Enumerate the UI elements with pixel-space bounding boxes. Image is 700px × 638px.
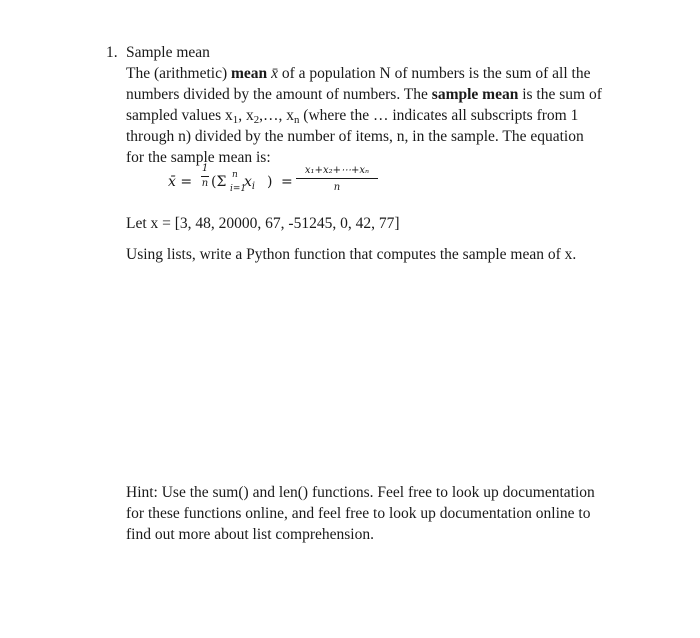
fraction-2-numerator: x₁+x₂+⋯+xₙ (304, 165, 370, 176)
bold-term-sample-mean: sample mean (431, 86, 519, 103)
hint-line-2: for these functions online, and feel free to look up documentation online to (126, 505, 591, 522)
definition-line-2 (126, 84, 646, 105)
subscript: n (293, 114, 300, 126)
fraction-1-numerator: 1 (201, 163, 209, 174)
equation-lhs: x̄ = (168, 174, 193, 190)
definition-line-1 (126, 63, 646, 84)
text: x (244, 174, 252, 190)
text: ,…, x (259, 107, 294, 124)
fraction-1-denominator: n (201, 178, 209, 189)
task-statement: Using lists, write a Python function that computes the sample mean of x. (126, 246, 577, 263)
subscript: 2 (253, 114, 260, 126)
fraction-1-bar (201, 176, 209, 177)
let-statement: Let x = [3, 48, 20000, 67, -51245, 0, 42, 77] (126, 215, 400, 232)
summation-body (244, 172, 255, 193)
definition-line-5: for the sample mean is: (126, 149, 271, 166)
problem-number: 1. (106, 44, 118, 61)
subscript: i (251, 181, 256, 192)
summation-close: ) (267, 174, 273, 190)
problem-title: Sample mean (126, 44, 210, 61)
definition-paragraph (126, 63, 646, 168)
text: of a population N of numbers is the sum of all the (277, 65, 591, 82)
bold-term-mean: mean (231, 65, 268, 82)
equals-sign: = (281, 174, 293, 190)
hint-line-1: Hint: Use the sum() and len() functions. Feel free to look up documentation (126, 484, 595, 501)
text: , x (238, 107, 254, 124)
fraction-2-bar (296, 178, 378, 179)
text: sampled values x (126, 107, 233, 124)
definition-line-3 (126, 105, 646, 126)
fraction-2-denominator: n (333, 182, 341, 193)
summation-sign: (Σ (211, 174, 227, 190)
summation-lower-limit: i=1 (230, 184, 247, 194)
text: The (arithmetic) (126, 65, 232, 82)
xbar-symbol: x̄ (271, 65, 278, 82)
hint-line-3: find out more about list comprehension. (126, 526, 374, 543)
summation-upper-limit: n (232, 170, 238, 180)
text: (where the … indicates all subscripts from 1 (299, 107, 579, 124)
text: numbers divided by the amount of numbers. The (126, 86, 432, 103)
hint-paragraph (126, 482, 646, 545)
subscript: 1 (232, 114, 239, 126)
definition-line-4: through n) divided by the number of items, n, in the sample. The equation (126, 128, 584, 145)
text: is the sum of (518, 86, 602, 103)
